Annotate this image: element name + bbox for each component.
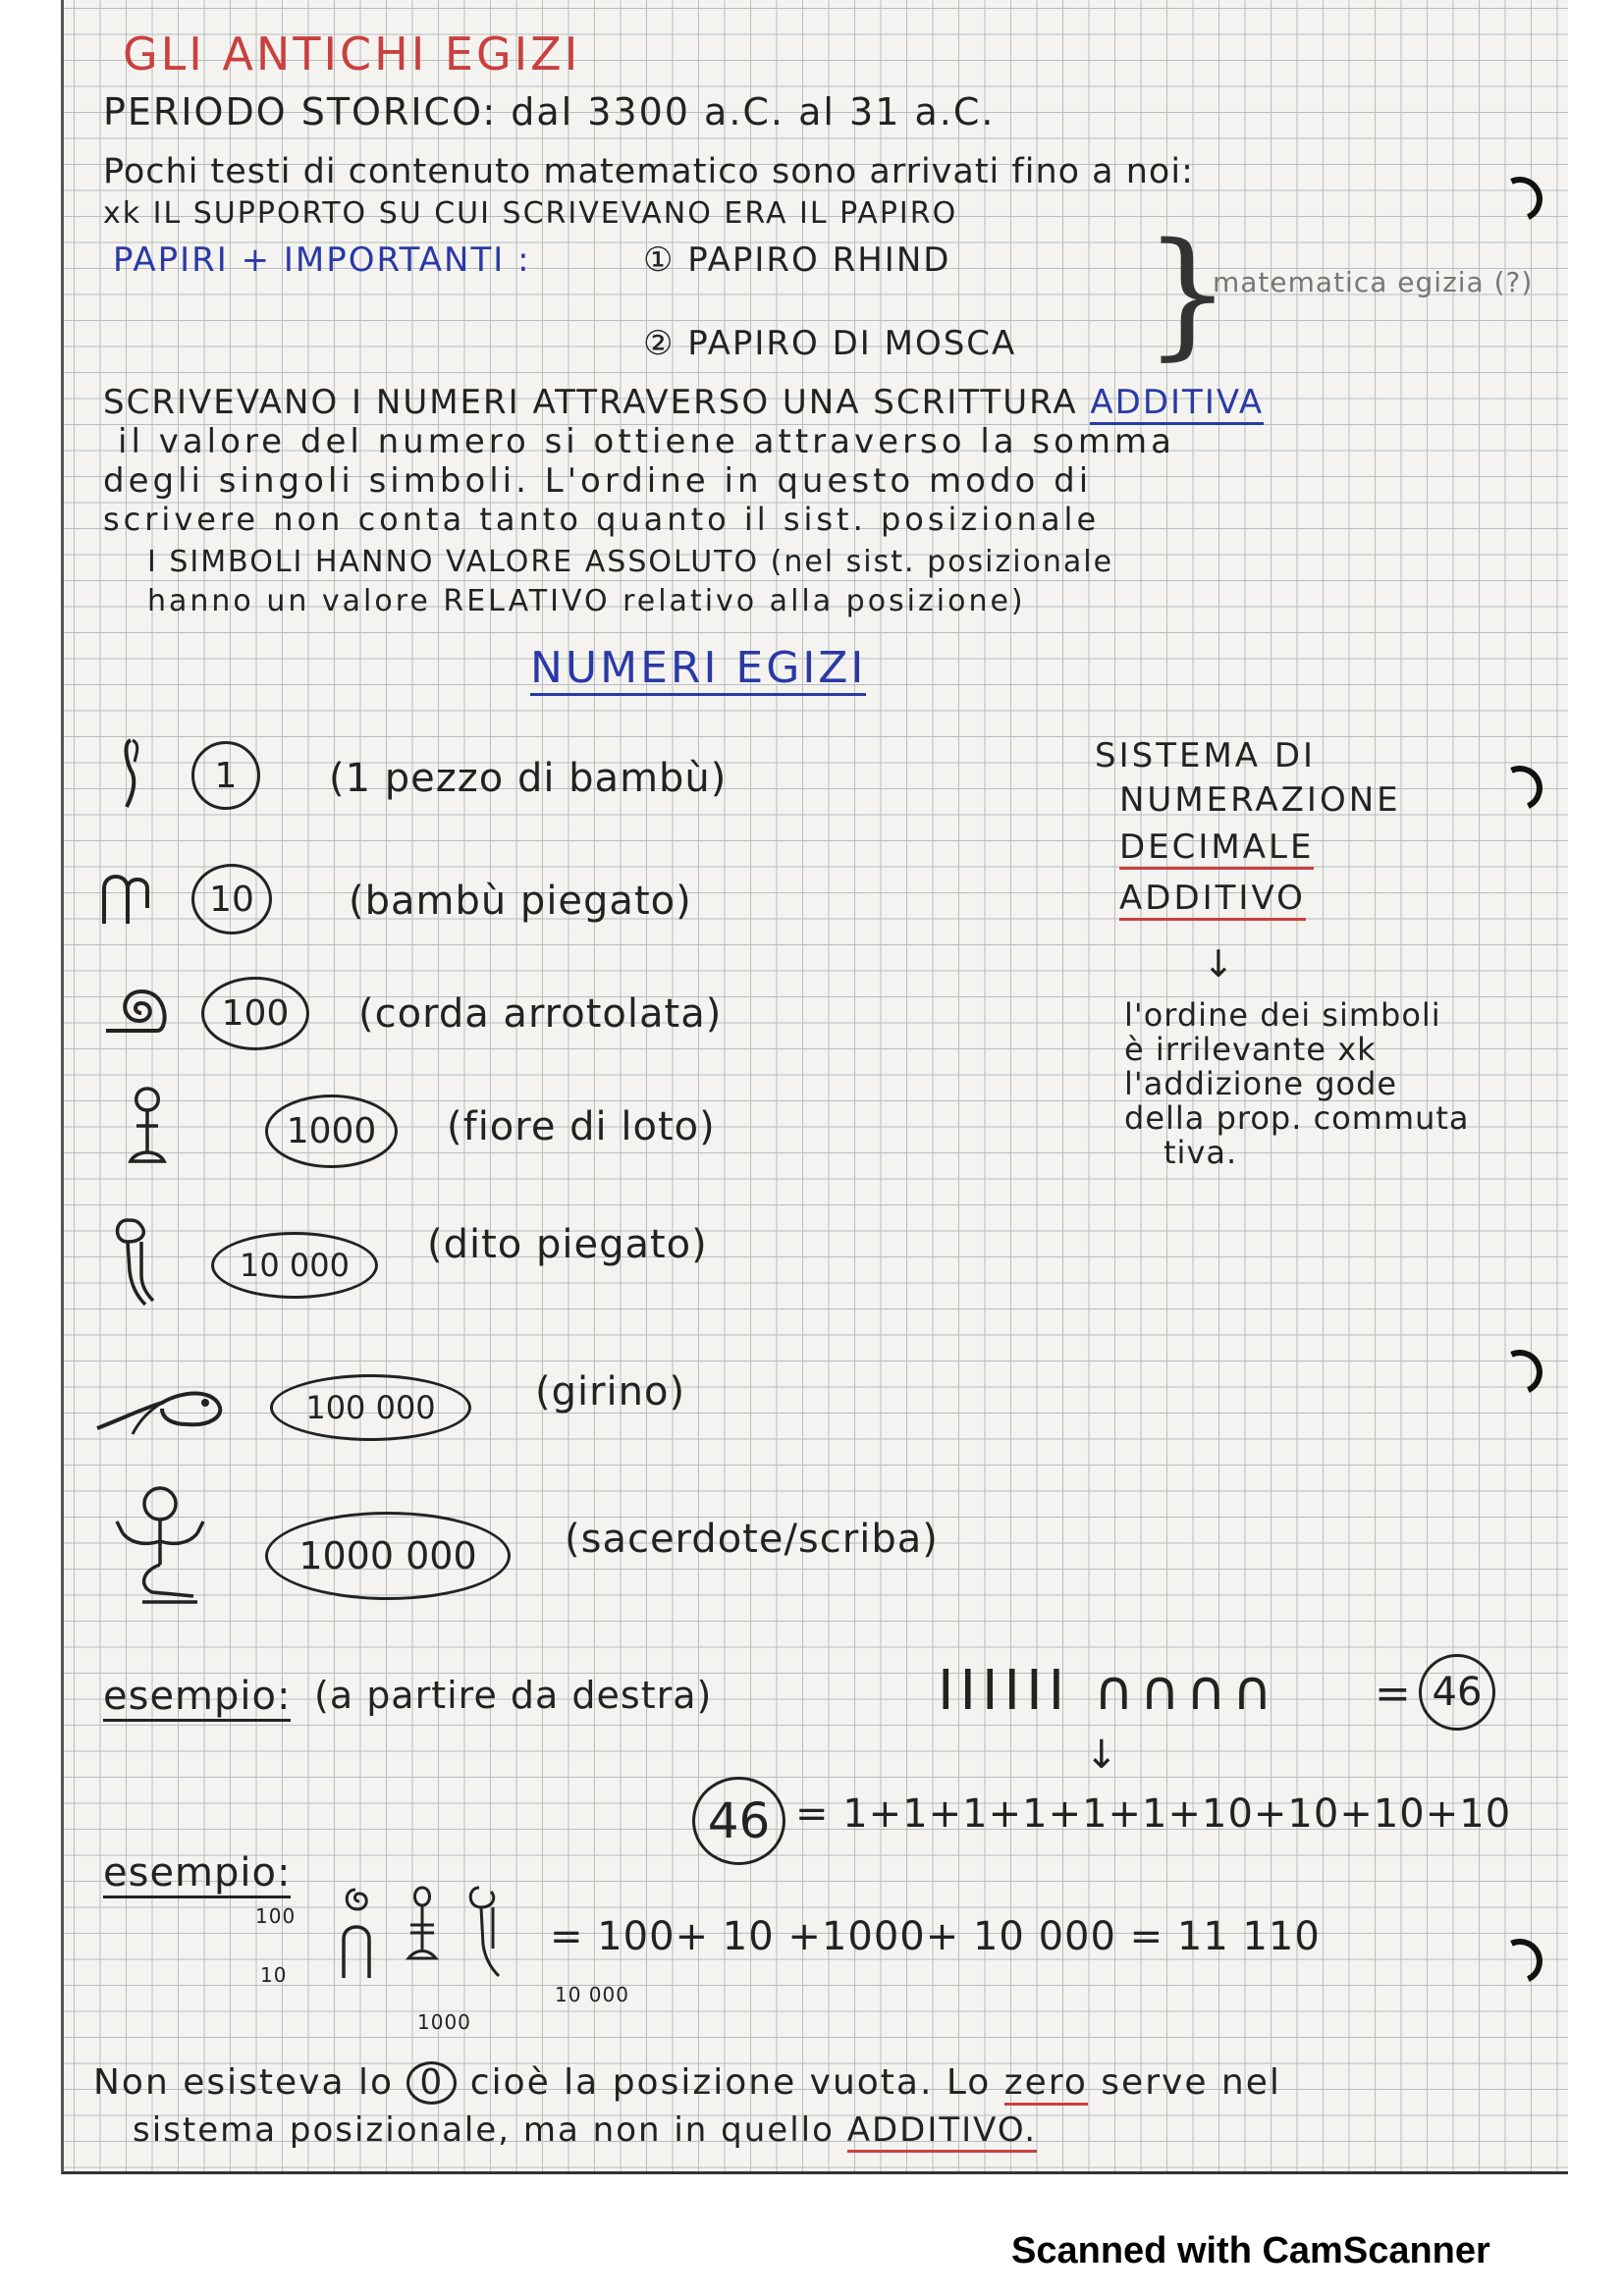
numeral-circle-10: 10 <box>191 864 272 934</box>
side-note-line-2: NUMERAZIONE <box>1119 780 1401 820</box>
example1-arrow: ↓ <box>1085 1733 1119 1778</box>
zero-circled: 0 <box>406 2061 457 2105</box>
example1-sum: = 1+1+1+1+1+1+10+10+10+10 <box>795 1791 1512 1837</box>
example2-label-1000: 1000 <box>417 2010 471 2034</box>
papiro-rhind: ① PAPIRO RHIND <box>643 240 951 280</box>
example2-label-10: 10 <box>260 1963 288 1987</box>
example2-label: esempio: <box>103 1850 291 1898</box>
numeral-circle-1000: 1000 <box>265 1095 398 1168</box>
binder-ring-icon <box>1491 1344 1549 1402</box>
side-note-line-3: DECIMALE <box>1119 828 1314 870</box>
paragraph-line-5: I SIMBOLI HANNO VALORE ASSOLUTO (nel sist. posizionale <box>147 545 1114 579</box>
period-line: PERIODO STORICO: dal 3300 a.C. al 31 a.C. <box>103 90 996 133</box>
zero-word: zero <box>1004 2062 1088 2106</box>
numeral-desc-10000: (dito piegato) <box>427 1222 708 1267</box>
side-note-arrow: ↓ <box>1203 942 1235 986</box>
numeral-circle-100: 100 <box>201 977 309 1050</box>
bottom-line-1b: cioè la posizione vuota. Lo <box>457 2062 1004 2103</box>
bottom-line-1d: serve nel <box>1087 2062 1281 2103</box>
example2-label-100: 100 <box>255 1904 297 1928</box>
additivo-word: ADDITIVO. <box>847 2110 1037 2153</box>
heel-bone-icon <box>98 869 157 928</box>
side-note-line-9: tiva. <box>1163 1134 1238 1171</box>
example1-equals: = <box>1375 1669 1412 1719</box>
numeral-desc-1000000: (sacerdote/scriba) <box>565 1517 939 1562</box>
example1-result: 46 <box>1419 1654 1495 1731</box>
section-title: NUMERI EGIZI <box>530 643 866 696</box>
example1-note: (a partire da destra) <box>314 1674 713 1717</box>
binder-ring-icon <box>1491 1933 1549 1991</box>
binder-ring-icon <box>1491 760 1549 818</box>
example2-glyph-group <box>334 1880 530 1988</box>
side-note-line-7: l'addizione gode <box>1124 1065 1398 1102</box>
numeral-circle-10000: 10 000 <box>211 1232 378 1299</box>
paragraph-line-4: scrivere non conta tanto quanto il sist. posizionale <box>103 501 1101 538</box>
finger-icon <box>108 1212 162 1310</box>
coil-rope-icon <box>98 982 172 1041</box>
page-title: GLI ANTICHI EGIZI <box>123 27 581 80</box>
intro-line-2: xk IL SUPPORTO SU CUI SCRIVEVANO ERA IL PAPIRO <box>103 196 958 231</box>
paragraph-line-2: il valore del numero si ottiene attraverso la somma <box>118 422 1175 461</box>
side-note-line-4: ADDITIVO <box>1119 879 1306 921</box>
bottom-line-1a: Non esisteva lo <box>93 2062 407 2103</box>
bottom-line-1 <box>93 2061 1281 2105</box>
numeral-desc-1: (1 pezzo di bambù) <box>329 756 728 801</box>
example2-equation: = 100+ 10 +1000+ 10 000 = 11 110 <box>550 1914 1321 1959</box>
kneeling-god-icon <box>103 1482 216 1610</box>
side-note-line-8: della prop. commuta <box>1124 1099 1470 1137</box>
numeral-circle-100000: 100 000 <box>270 1374 471 1441</box>
example2-label-10000: 10 000 <box>555 1983 629 2006</box>
numeral-circle-1: 1 <box>191 741 260 810</box>
example1-label: esempio: <box>103 1674 291 1722</box>
lotus-icon <box>123 1085 172 1168</box>
numeral-desc-10: (bambù piegato) <box>349 879 692 924</box>
paragraph-line-3: degli singoli simboli. L'ordine in questo modo di <box>103 461 1093 501</box>
brace: } <box>1144 214 1232 374</box>
papiri-label: PAPIRI + IMPORTANTI : <box>113 240 531 280</box>
paragraph-line-1a: SCRIVEVANO I NUMERI ATTRAVERSO UNA SCRITTURA <box>103 383 1091 422</box>
paragraph-line-6: hanno un valore RELATIVO relativo alla posizione) <box>147 584 1026 618</box>
side-note-line-6: è irrilevante xk <box>1124 1031 1377 1068</box>
example1-glyphs: IIIIII ∩∩∩∩ <box>938 1659 1278 1723</box>
side-note-line-5: l'ordine dei simboli <box>1124 996 1441 1034</box>
example1-sum-circle: 46 <box>692 1777 785 1865</box>
papiro-mosca: ② PAPIRO DI MOSCA <box>643 324 1017 363</box>
numeral-desc-100000: (girino) <box>535 1369 686 1415</box>
bottom-line-2 <box>133 2110 1037 2150</box>
side-note-line-1: SISTEMA DI <box>1095 736 1317 775</box>
papiri-note: matematica egizia (?) <box>1213 266 1534 298</box>
bottom-line-2a: sistema posizionale, ma non in quello <box>133 2110 847 2150</box>
numeral-desc-100: (corda arrotolata) <box>358 991 723 1037</box>
stroke-icon <box>113 734 152 813</box>
binder-ring-icon <box>1491 171 1549 229</box>
numeral-circle-1000000: 1000 000 <box>265 1512 511 1600</box>
numeral-desc-1000: (fiore di loto) <box>447 1104 716 1149</box>
additiva-word: ADDITIVA <box>1090 383 1264 425</box>
scanner-watermark: Scanned with CamScanner <box>1011 2230 1490 2271</box>
paragraph-line-1 <box>103 383 1264 422</box>
tadpole-icon <box>93 1369 226 1443</box>
notebook-page <box>61 0 1568 2174</box>
intro-line-1: Pochi testi di contenuto matematico sono arrivati fino a noi: <box>103 152 1194 191</box>
